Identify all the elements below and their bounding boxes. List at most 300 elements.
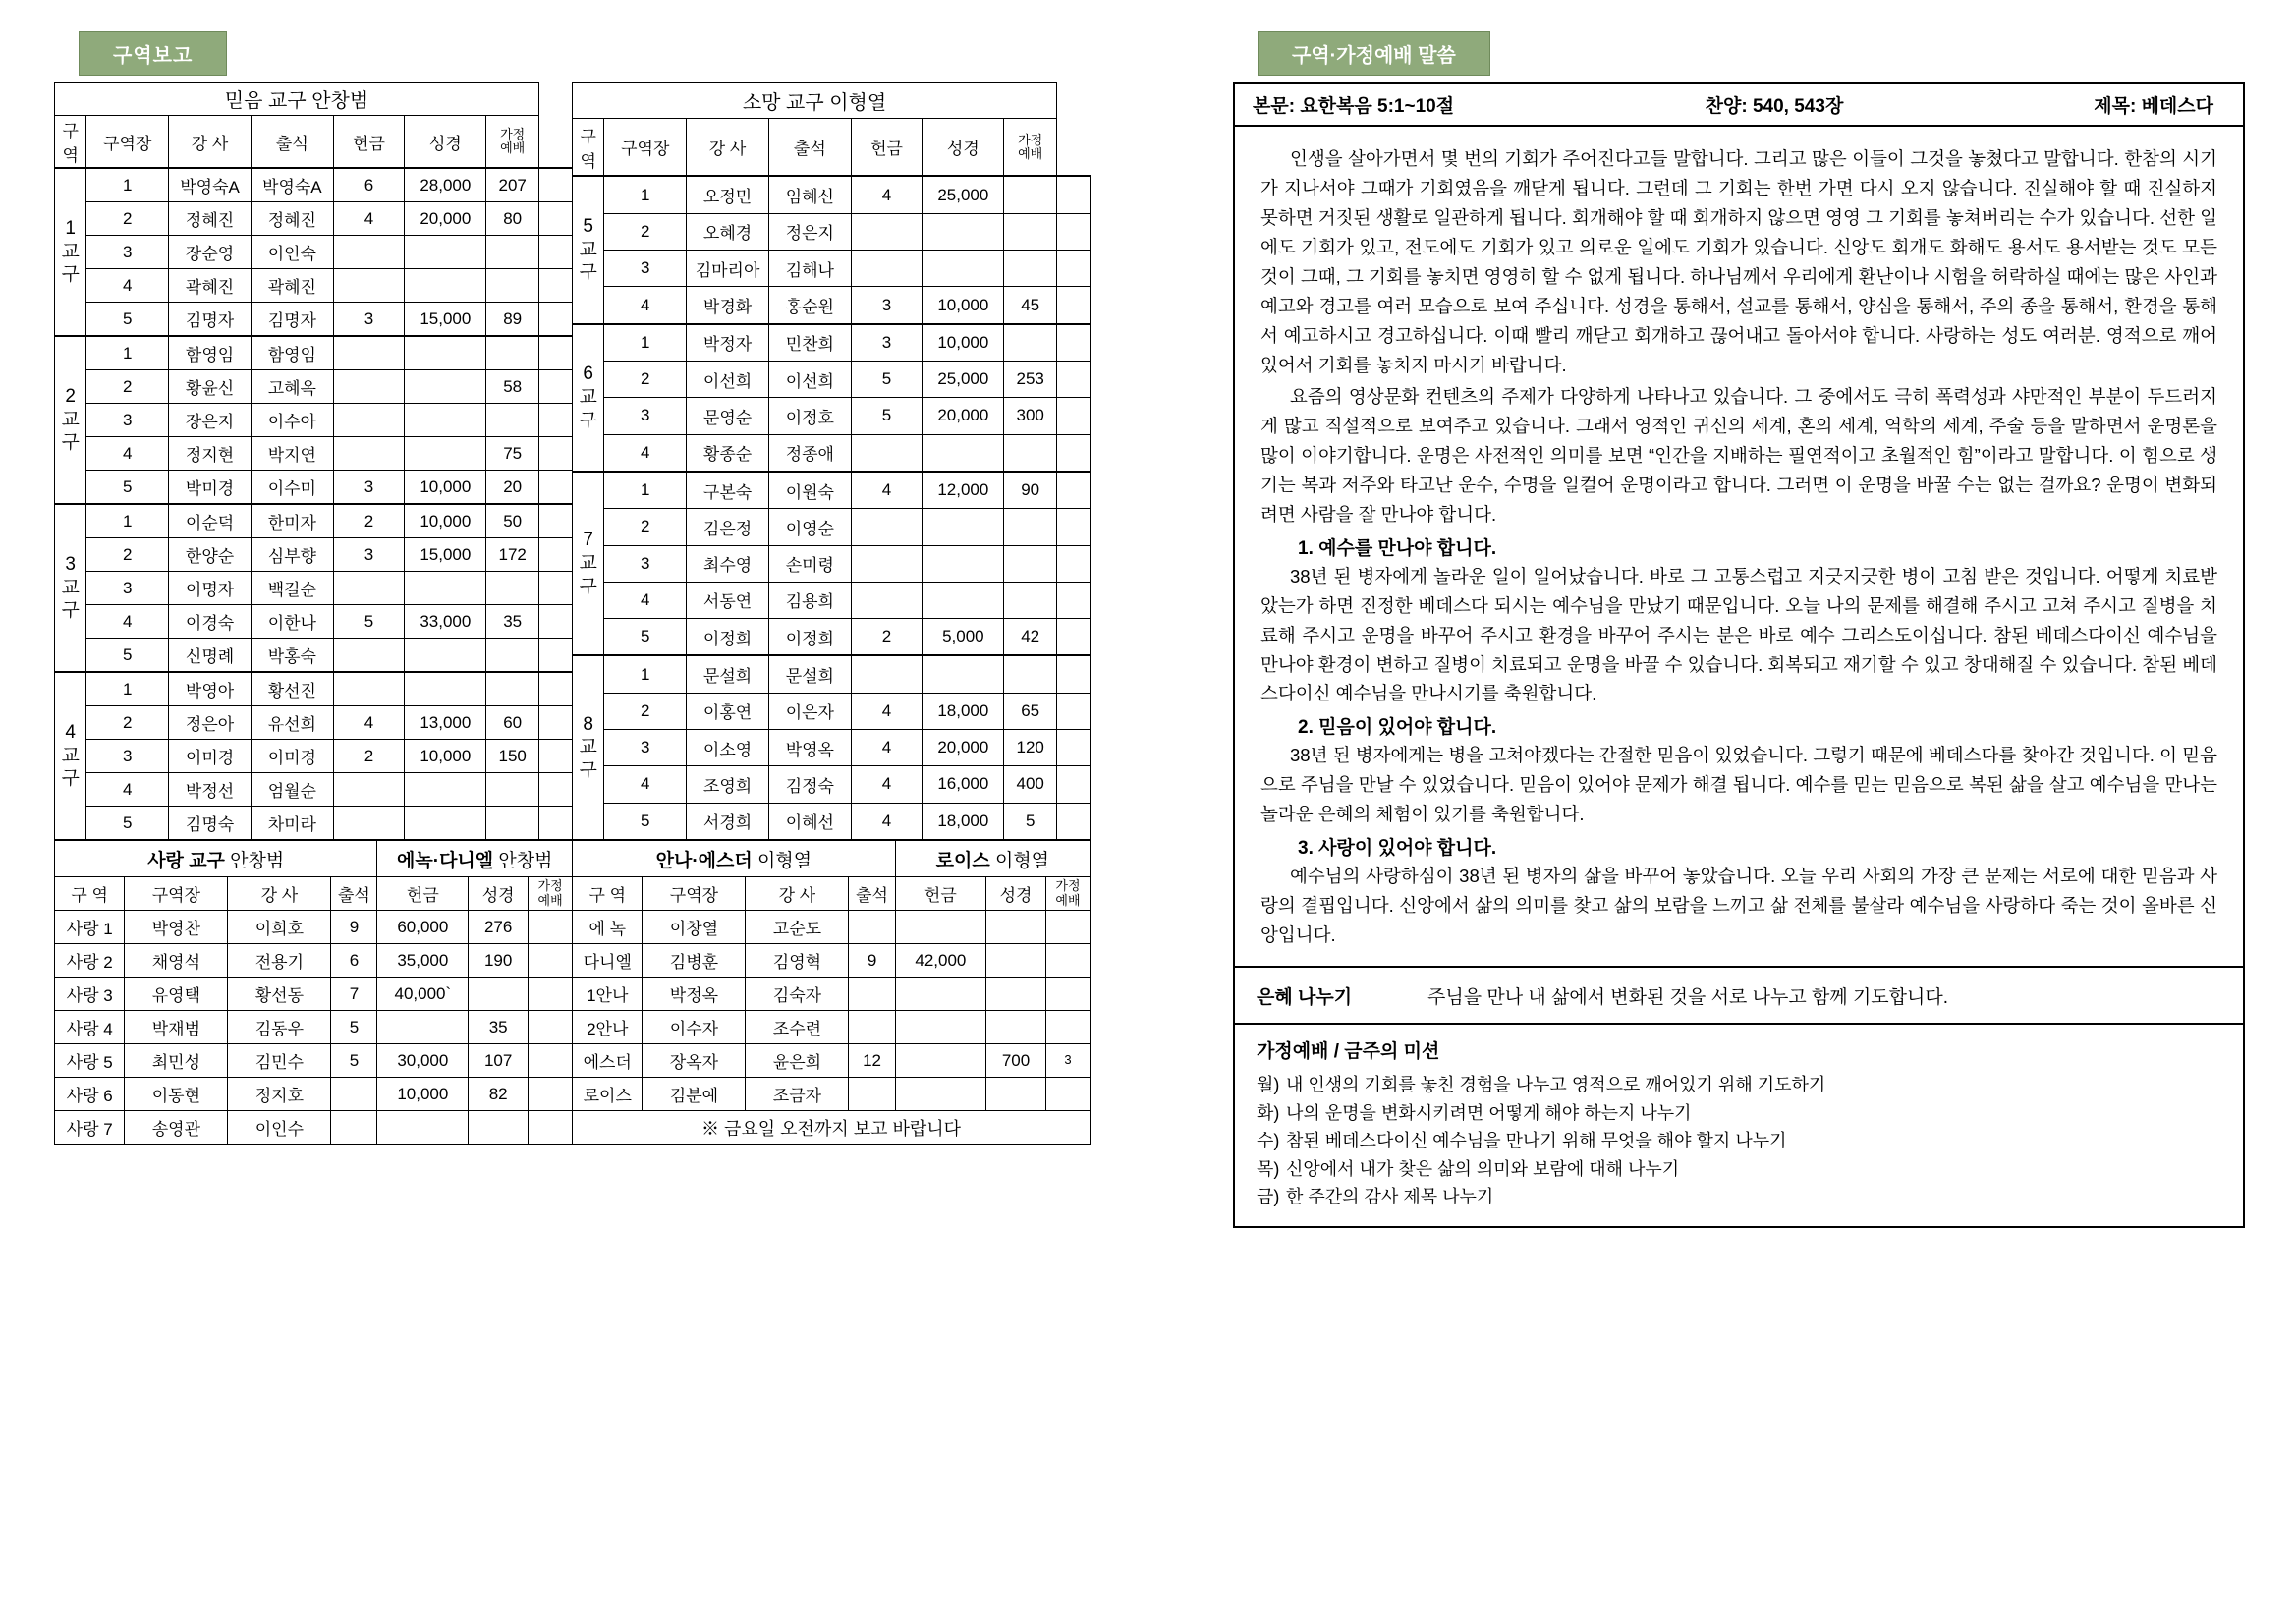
group-label: 2 교 구 [55, 336, 86, 504]
cell-family-worship-left [529, 1078, 573, 1111]
cell-leader: 이순덕 [169, 504, 252, 538]
table-row [55, 404, 573, 437]
cell-family-worship [538, 572, 572, 605]
cell-leader-left: 이동현 [125, 1078, 228, 1111]
footer-note: ※ 금요일 오전까지 보고 바랍니다 [573, 1111, 1091, 1145]
cell-teacher-right: 윤은희 [746, 1044, 849, 1078]
cell-leader: 황종순 [687, 434, 769, 472]
cell-index: 3 [86, 740, 169, 773]
sermon-title: 제목: 베데스다 [2094, 95, 2213, 117]
cell-bible-left: 190 [469, 944, 529, 978]
cell-attendance [333, 572, 405, 605]
cell-attendance [333, 236, 405, 269]
cell-bible [1004, 213, 1057, 250]
cell-leader: 한양순 [169, 538, 252, 572]
cell-family-worship [538, 202, 572, 236]
cell-teacher: 문설희 [768, 655, 851, 693]
cell-family-worship [538, 605, 572, 639]
cell-teacher: 이미경 [251, 740, 333, 773]
cell-bible: 120 [1004, 730, 1057, 766]
table-row [55, 1111, 1091, 1145]
cell-offering: 33,000 [405, 605, 486, 639]
cell-leader-right: 김병훈 [643, 944, 746, 978]
cell-leader: 신명례 [169, 639, 252, 673]
cell-teacher: 이수미 [251, 471, 333, 505]
table-row [55, 773, 573, 807]
cell-bible-right [986, 1011, 1046, 1044]
cell-bible-right [986, 978, 1046, 1011]
col-header-district: 구 역 [55, 116, 86, 169]
district-title: 믿음 교구 안창범 [55, 83, 539, 116]
cell-attendance-right [849, 1078, 895, 1111]
cell-offering-right [895, 1011, 985, 1044]
mission-day: 목) [1257, 1158, 1280, 1179]
cell-leader: 조영희 [687, 766, 769, 803]
cell-attendance: 3 [333, 471, 405, 505]
table-row [573, 398, 1091, 434]
table-row [573, 803, 1091, 839]
mission-item: 화) 나의 운명을 변화시키려면 어떻게 해야 하는지 나누기 [1257, 1099, 2221, 1127]
cell-offering-left: 60,000 [377, 911, 469, 944]
cell-attendance: 4 [851, 693, 923, 729]
cell-family-worship [1056, 655, 1090, 693]
cell-family-worship-left [529, 1011, 573, 1044]
cell-attendance: 4 [851, 730, 923, 766]
cell-teacher: 고혜옥 [251, 370, 333, 404]
cell-offering [405, 807, 486, 840]
cell-family-worship [538, 672, 572, 706]
cell-offering-left: 40,000` [377, 978, 469, 1011]
cell-attendance: 3 [333, 538, 405, 572]
cell-offering-right: 42,000 [895, 944, 985, 978]
table-row [55, 911, 1091, 944]
table-love-and-groups [54, 840, 1091, 1145]
cell-leader-left: 박재범 [125, 1011, 228, 1044]
table-row [55, 740, 573, 773]
cell-family-worship-right [1045, 944, 1090, 978]
table-row [55, 370, 573, 404]
grace-sharing-box [1233, 968, 2245, 1025]
cell-leader: 서동연 [687, 582, 769, 618]
cell-index: 1 [604, 324, 687, 362]
cell-offering [923, 545, 1004, 582]
cell-leader: 이홍연 [687, 693, 769, 729]
bottom-title-row [55, 841, 1091, 877]
mission-day: 월) [1257, 1075, 1280, 1095]
message-point-heading: 3. 사랑이 있어야 합니다. [1298, 838, 1497, 860]
group-label: 1 교 구 [55, 168, 86, 336]
cell-attendance [333, 807, 405, 840]
table-row [573, 545, 1091, 582]
cell-teacher: 박지연 [251, 437, 333, 471]
cell-attendance-right [849, 978, 895, 1011]
cell-leader: 이선희 [687, 362, 769, 398]
cell-family-worship [538, 639, 572, 673]
col-header-family-worship: 가정 예배 [1004, 119, 1057, 177]
group-label: 6 교 구 [573, 324, 604, 472]
cell-family-worship-right [1045, 911, 1090, 944]
message-body [1233, 127, 2245, 968]
table-row [573, 472, 1091, 509]
cell-bible [1004, 509, 1057, 545]
cell-bible-left: 107 [469, 1044, 529, 1078]
cell-bible: 300 [1004, 398, 1057, 434]
col-header-offering-right: 헌금 [895, 877, 985, 911]
cell-bible: 253 [1004, 362, 1057, 398]
anna-esther-title: 안나·에스더 이형열 [573, 841, 896, 877]
cell-teacher: 함영임 [251, 336, 333, 370]
cell-leader: 정혜진 [169, 202, 252, 236]
grace-sharing-label: 은혜 나누기 [1257, 986, 1353, 1008]
district-title: 소망 교구 이형열 [573, 83, 1057, 119]
cell-offering-right [895, 978, 985, 1011]
table-row [55, 978, 1091, 1011]
cell-bible: 5 [1004, 803, 1057, 839]
cell-bible: 80 [486, 202, 539, 236]
group-label: 8 교 구 [573, 655, 604, 839]
cell-bible [486, 672, 539, 706]
cell-index: 2 [604, 509, 687, 545]
cell-index: 1 [86, 672, 169, 706]
cell-family-worship-left [529, 1044, 573, 1078]
cell-index-left: 사랑 5 [55, 1044, 125, 1078]
scripture-reference: 본문: 요한복음 5:1~10절 [1253, 95, 1455, 117]
message-point-heading: 2. 믿음이 있어야 합니다. [1298, 717, 1497, 739]
cell-bible-left: 82 [469, 1078, 529, 1111]
cell-bible: 20 [486, 471, 539, 505]
cell-leader: 박정선 [169, 773, 252, 807]
cell-index-left: 사랑 1 [55, 911, 125, 944]
cell-teacher-left: 정지호 [228, 1078, 331, 1111]
cell-offering: 15,000 [405, 538, 486, 572]
table-row [55, 336, 573, 370]
cell-family-worship [1056, 509, 1090, 545]
table-row [55, 572, 573, 605]
cell-bible: 400 [1004, 766, 1057, 803]
cell-teacher: 김용희 [768, 582, 851, 618]
mission-item: 수) 참된 베데스다이신 예수님을 만나기 위해 무엇을 해야 할지 나누기 [1257, 1127, 2221, 1154]
cell-index-right: 로이스 [573, 1078, 643, 1111]
mission-item: 금) 한 주간의 감사 제목 나누기 [1257, 1183, 2221, 1210]
cell-attendance: 3 [851, 324, 923, 362]
cell-family-worship [1056, 730, 1090, 766]
table-row [55, 672, 573, 706]
cell-leader: 문설희 [687, 655, 769, 693]
cell-bible: 45 [1004, 287, 1057, 324]
cell-attendance-left: 9 [331, 911, 377, 944]
cell-attendance [333, 269, 405, 303]
cell-offering [405, 773, 486, 807]
cell-attendance [851, 251, 923, 287]
love-district-title: 사랑 교구 안창범 [55, 841, 377, 877]
cell-offering [405, 370, 486, 404]
table-row [55, 1011, 1091, 1044]
cell-bible-right [986, 1078, 1046, 1111]
cell-family-worship [1056, 287, 1090, 324]
cell-offering: 18,000 [923, 693, 1004, 729]
cell-bible [486, 404, 539, 437]
table-row [55, 538, 573, 572]
cell-leader: 이미경 [169, 740, 252, 773]
cell-attendance: 2 [333, 740, 405, 773]
cell-offering-right [895, 911, 985, 944]
cell-family-worship [1056, 362, 1090, 398]
cell-bible-left [469, 978, 529, 1011]
cell-teacher: 민찬희 [768, 324, 851, 362]
cell-attendance: 4 [333, 706, 405, 740]
message-header-bar [1233, 82, 2245, 127]
cell-offering-left: 10,000 [377, 1078, 469, 1111]
cell-family-worship-left [529, 978, 573, 1011]
cell-offering [923, 251, 1004, 287]
cell-leader: 서경희 [687, 803, 769, 839]
cell-bible-left [469, 1111, 529, 1145]
right-tab-wrap [1258, 31, 2245, 76]
cell-index: 4 [604, 434, 687, 472]
cell-family-worship [1056, 766, 1090, 803]
district-report-tables [54, 82, 1091, 840]
table-row [55, 639, 573, 673]
cell-family-worship-left [529, 911, 573, 944]
cell-bible: 42 [1004, 619, 1057, 656]
cell-leader-right: 이수자 [643, 1011, 746, 1044]
cell-bible [486, 236, 539, 269]
cell-attendance: 3 [333, 303, 405, 337]
cell-index-right: 2안나 [573, 1011, 643, 1044]
cell-offering [923, 582, 1004, 618]
table-group-title-row [573, 83, 1091, 119]
cell-teacher-right: 김숙자 [746, 978, 849, 1011]
cell-bible: 58 [486, 370, 539, 404]
cell-teacher: 백길순 [251, 572, 333, 605]
cell-teacher: 홍순원 [768, 287, 851, 324]
cell-index: 1 [604, 655, 687, 693]
cell-leader-left: 유영택 [125, 978, 228, 1011]
cell-index: 4 [86, 773, 169, 807]
cell-index-left: 사랑 4 [55, 1011, 125, 1044]
cell-index: 1 [86, 336, 169, 370]
cell-attendance-left: 5 [331, 1044, 377, 1078]
cell-attendance: 5 [851, 362, 923, 398]
cell-bible: 65 [1004, 693, 1057, 729]
cell-offering [405, 639, 486, 673]
table-row [55, 168, 573, 202]
cell-leader-right: 이창열 [643, 911, 746, 944]
cell-family-worship [538, 236, 572, 269]
cell-index-left: 사랑 6 [55, 1078, 125, 1111]
cell-teacher: 이정호 [768, 398, 851, 434]
cell-index: 2 [604, 693, 687, 729]
message-paragraph: 인생을 살아가면서 몇 번의 기회가 주어진다고들 말합니다. 그리고 많은 이들이 그것을 놓쳤다고 말합니다. 한참의 시기가 지나서야 그때가 기회였음을 깨닫게 됩니다. 그런데 그 기회는 한번 가면 다시 오지 않습니다. 진실해야 할 때 진실하지 못하면 거짓된 생활로 일관하게 됩니다. 회개해야 할 때 회개하지 않으면 영영 그 기회를 놓쳐버리는 수가 있습니다. 선한 일에도 기회가 있고, 전도에도 기회가 있고 의로운 일에도 기회가 있습니다. 신앙도 회개도 화해도 용서도 용서받는 것도 모든 것이 그때, 그 기회를 놓치면 영영히 할 수 없게 됩니다. 하나님께서 우리에게 환난이나 시험을 허락하실 때에는 많은 사인과 예고와 경고를 여러 모습으로 보여 주십니다. 성경을 통해서, 설교를 통해서, 양심을 통해서, 주의 종을 통해서, 환경을 통해서 예고하시고 경고하십니다. 이때 빨리 깨닫고 회개하고 끊어내고 돌아서야 합니다. 사랑하는 성도 여러분. 영적으로 깨어 있어서 기회를 놓치지 마시기 바랍니다. [1260, 148, 2217, 375]
cell-index: 2 [604, 213, 687, 250]
cell-family-worship-left [529, 1111, 573, 1145]
weekly-mission-list [1257, 1071, 2221, 1210]
cell-index-right: 1안나 [573, 978, 643, 1011]
cell-offering-left: 35,000 [377, 944, 469, 978]
table-row [573, 251, 1091, 287]
cell-attendance [333, 672, 405, 706]
cell-bible [486, 572, 539, 605]
cell-leader: 정은아 [169, 706, 252, 740]
cell-family-worship [538, 807, 572, 840]
cell-attendance [851, 545, 923, 582]
cell-offering [405, 437, 486, 471]
cell-teacher-right: 김영혁 [746, 944, 849, 978]
cell-family-worship [538, 504, 572, 538]
cell-teacher: 정종애 [768, 434, 851, 472]
cell-index: 5 [86, 807, 169, 840]
cell-family-worship [1056, 803, 1090, 839]
cell-attendance: 4 [851, 176, 923, 213]
cell-index: 3 [86, 404, 169, 437]
table-row [55, 437, 573, 471]
cell-index: 5 [604, 803, 687, 839]
cell-teacher: 이원숙 [768, 472, 851, 509]
cell-offering: 20,000 [923, 398, 1004, 434]
table-faith-district [54, 82, 573, 840]
section-tab-family-worship-message: 구역·가정예배 말씀 [1258, 31, 1490, 76]
cell-family-worship [1056, 619, 1090, 656]
col-header-district-right: 구 역 [573, 877, 643, 911]
cell-offering: 12,000 [923, 472, 1004, 509]
cell-family-worship [1056, 213, 1090, 250]
cell-teacher: 정은지 [768, 213, 851, 250]
cell-attendance: 2 [851, 619, 923, 656]
cell-bible-right [986, 911, 1046, 944]
cell-offering: 13,000 [405, 706, 486, 740]
cell-index: 3 [604, 730, 687, 766]
col-header-leader: 구역장 [86, 116, 169, 169]
cell-teacher: 이인숙 [251, 236, 333, 269]
cell-teacher: 엄월순 [251, 773, 333, 807]
col-header-district: 구 역 [573, 119, 604, 177]
cell-leader-right: 박정옥 [643, 978, 746, 1011]
cell-offering [405, 236, 486, 269]
cell-attendance [851, 434, 923, 472]
cell-teacher: 박영숙A [251, 168, 333, 202]
cell-leader: 김은정 [687, 509, 769, 545]
table-row [55, 605, 573, 639]
cell-index-right: 에스더 [573, 1044, 643, 1078]
cell-teacher: 이정희 [768, 619, 851, 656]
cell-bible [486, 336, 539, 370]
section-tab-district-report: 구역보고 [79, 31, 227, 76]
cell-index: 2 [86, 370, 169, 404]
cell-leader: 김명숙 [169, 807, 252, 840]
cell-offering: 15,000 [405, 303, 486, 337]
message-point-heading: 1. 예수를 만나야 합니다. [1298, 537, 1497, 559]
cell-family-worship [1056, 398, 1090, 434]
cell-leader: 오혜경 [687, 213, 769, 250]
message-paragraph: 요즘의 영상문화 컨텐츠의 주제가 다양하게 나타나고 있습니다. 그 중에서도 극히 폭력성과 샤만적인 부분이 두드러지게 많고 직설적으로 보여주고 있습니다. 그래서 영적인 귀신의 세계, 혼의 세계, 역학의 세계, 주술 등을 말하면서 운명론을 많이 이야기합니다. 운명은 사전적인 의미를 보면 “인간을 지배하는 필연적이고 초월적인 힘”이라고 말합니다. 이 힘으로 생기는 복과 저주와 타고난 운수, 수명을 일컬어 운명이라고 합니다. 그러면 이 운명을 바꿀 수는 없는 걸까요? 운명이 변화되려면 사람을 잘 만나야 합니다. [1260, 385, 2217, 525]
cell-family-worship [538, 303, 572, 337]
cell-index-left: 사랑 7 [55, 1111, 125, 1145]
cell-bible: 35 [486, 605, 539, 639]
cell-leader-left: 채영석 [125, 944, 228, 978]
cell-teacher-right: 고순도 [746, 911, 849, 944]
cell-offering-right [895, 1044, 985, 1078]
cell-family-worship [538, 773, 572, 807]
cell-teacher-left: 황선동 [228, 978, 331, 1011]
cell-bible: 207 [486, 168, 539, 202]
table-group-title-row [55, 83, 573, 116]
cell-family-worship [538, 404, 572, 437]
cell-bible: 50 [486, 504, 539, 538]
cell-offering [405, 672, 486, 706]
table-row [573, 287, 1091, 324]
col-header-offering-left: 헌금 [377, 877, 469, 911]
cell-index: 4 [86, 437, 169, 471]
table-row [55, 1044, 1091, 1078]
weekly-mission-box [1233, 1025, 2245, 1228]
table-row [573, 324, 1091, 362]
cell-index-left: 사랑 3 [55, 978, 125, 1011]
cell-leader: 장은지 [169, 404, 252, 437]
cell-leader-left: 송영관 [125, 1111, 228, 1145]
cell-attendance [333, 437, 405, 471]
col-header-leader-right: 구역장 [643, 877, 746, 911]
col-header-teacher-left: 강 사 [228, 877, 331, 911]
cell-leader: 곽혜진 [169, 269, 252, 303]
cell-attendance-right [849, 911, 895, 944]
cell-family-worship [1056, 472, 1090, 509]
cell-family-worship [1056, 545, 1090, 582]
cell-index: 1 [86, 168, 169, 202]
cell-teacher-left: 이희호 [228, 911, 331, 944]
cell-family-worship-right: 3 [1045, 1044, 1090, 1078]
cell-bible: 172 [486, 538, 539, 572]
cell-index: 2 [86, 202, 169, 236]
cell-index: 1 [604, 176, 687, 213]
cell-offering-left [377, 1011, 469, 1044]
cell-teacher: 심부향 [251, 538, 333, 572]
cell-offering: 16,000 [923, 766, 1004, 803]
cell-index: 1 [86, 504, 169, 538]
table-row [55, 944, 1091, 978]
col-header-teacher: 강 사 [687, 119, 769, 177]
cell-attendance [333, 404, 405, 437]
cell-teacher: 이영순 [768, 509, 851, 545]
cell-teacher: 손미령 [768, 545, 851, 582]
cell-index: 4 [604, 766, 687, 803]
enoch-daniel-title: 에녹·다니엘 안창범 [377, 841, 573, 877]
table-row [55, 236, 573, 269]
cell-teacher-right: 조금자 [746, 1078, 849, 1111]
cell-attendance [851, 582, 923, 618]
cell-index: 3 [604, 398, 687, 434]
col-header-attendance: 출석 [768, 119, 851, 177]
cell-attendance: 4 [333, 202, 405, 236]
col-header-teacher-right: 강 사 [746, 877, 849, 911]
cell-index: 5 [86, 639, 169, 673]
cell-bible-left: 35 [469, 1011, 529, 1044]
cell-offering: 10,000 [405, 504, 486, 538]
cell-teacher-left: 이인수 [228, 1111, 331, 1145]
grace-sharing-text: 주님을 만나 내 삶에서 변화된 것을 서로 나누고 함께 기도합니다. [1427, 986, 1948, 1008]
cell-bible [1004, 251, 1057, 287]
weekly-mission-title: 가정예배 / 금주의 미션 [1257, 1041, 1440, 1063]
cell-bible [486, 269, 539, 303]
table-row [55, 303, 573, 337]
mission-day: 화) [1257, 1102, 1280, 1123]
table-row [573, 509, 1091, 545]
cell-attendance [333, 336, 405, 370]
cell-attendance [333, 773, 405, 807]
cell-attendance-left [331, 1111, 377, 1145]
col-header-district-left: 구 역 [55, 877, 125, 911]
cell-attendance: 6 [333, 168, 405, 202]
table-row [573, 730, 1091, 766]
